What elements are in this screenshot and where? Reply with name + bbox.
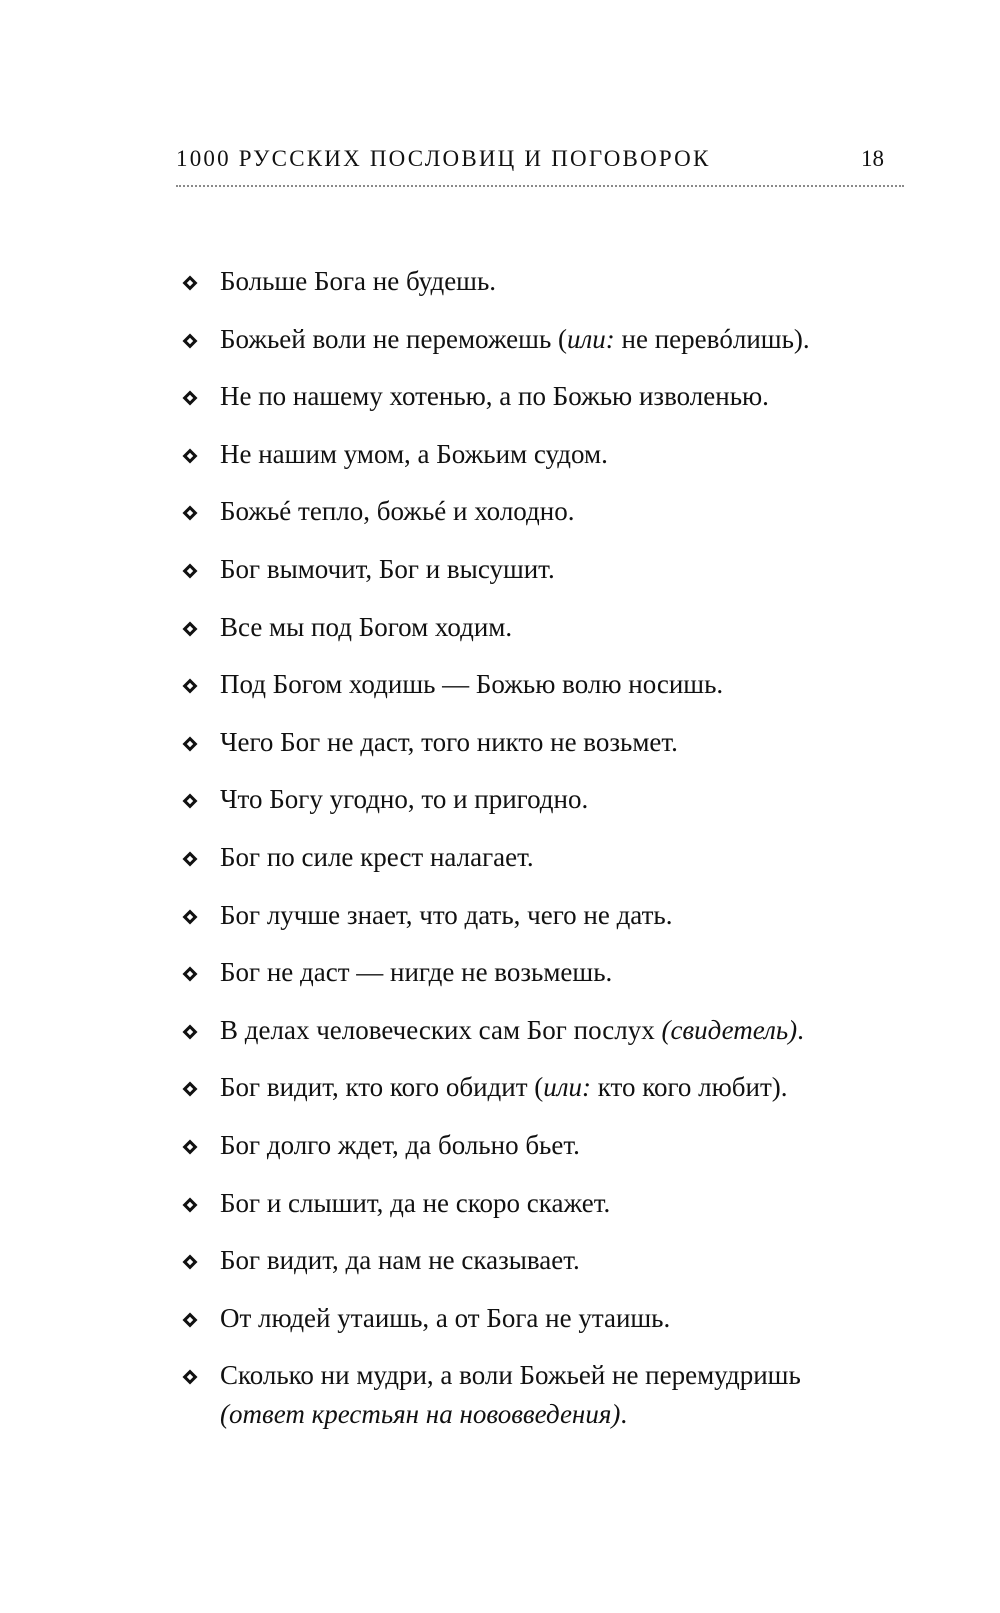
proverb-text: Бог лучше знает, что дать, чего не дать. [220, 899, 673, 930]
diamond-bullet-icon [182, 1139, 198, 1155]
page-number: 18 [861, 146, 884, 171]
diamond-bullet-icon [182, 909, 198, 925]
proverb-text: Бог не даст — нигде не возьмешь. [220, 957, 613, 988]
proverb-text-part: . [797, 1014, 804, 1045]
diamond-bullet-icon [182, 1369, 198, 1385]
proverb-text-part: В делах человеческих сам Бог послух [220, 1014, 662, 1045]
proverb-list [178, 262, 938, 1434]
proverb-item [178, 492, 938, 550]
proverb-item [178, 1126, 938, 1184]
proverb-text-part: Бог видит, кто кого обидит ( [220, 1072, 544, 1103]
diamond-bullet-icon [182, 505, 198, 521]
proverb-item [178, 550, 938, 608]
proverb-text-part: Божьей воли не переможешь ( [220, 323, 568, 354]
diamond-bullet-icon [182, 793, 198, 809]
proverb-item [178, 320, 938, 378]
proverb-item [178, 435, 938, 493]
proverb-item [178, 262, 938, 320]
diamond-bullet-icon [182, 966, 198, 982]
proverb-note-punctuation: . [620, 1399, 628, 1430]
proverb-gloss: (свидетель) [661, 1014, 798, 1045]
proverb-item [178, 1184, 938, 1242]
proverb-text: Бог видит, да нам не сказывает. [220, 1245, 580, 1276]
proverb-variant-marker: или: [567, 323, 615, 354]
header-dotted-rule [176, 185, 904, 187]
proverb-text: Божьé тепло, божьé и холодно. [220, 496, 575, 527]
proverb-text [220, 1015, 804, 1045]
proverb-item [178, 1068, 938, 1126]
proverb-note: (ответ крестьян на нововведения) [220, 1399, 621, 1430]
diamond-bullet-icon [182, 1254, 198, 1270]
proverb-text: Что Богу угодно, то и пригодно. [220, 784, 589, 815]
proverb-item [178, 1011, 938, 1069]
diamond-bullet-icon [182, 448, 198, 464]
proverb-text-part: кто кого любит). [591, 1072, 788, 1103]
proverb-text: Не нашим умом, а Божьим судом. [220, 438, 608, 469]
proverb-text: Под Богом ходишь — Божью волю носишь. [220, 669, 724, 700]
diamond-bullet-icon [182, 736, 198, 752]
proverb-item [178, 838, 938, 896]
proverb-text: Бог вымочит, Бог и высушит. [220, 553, 555, 584]
diamond-bullet-icon [182, 333, 198, 349]
proverb-text-part: не перевóлишь). [614, 323, 810, 354]
proverb-item [178, 1356, 938, 1434]
proverb-text [220, 1072, 788, 1102]
proverb-item [178, 896, 938, 954]
proverb-text [220, 324, 810, 354]
proverb-text: Бог долго ждет, да больно бьет. [220, 1129, 580, 1160]
proverb-text: Бог по силе крест налагает. [220, 841, 534, 872]
proverb-variant-marker: или: [543, 1072, 592, 1103]
diamond-bullet-icon [182, 390, 198, 406]
diamond-bullet-icon [182, 851, 198, 867]
diamond-bullet-icon [182, 1081, 198, 1097]
running-header [176, 146, 904, 176]
proverb-text: От людей утаишь, а от Бога не утаишь. [220, 1302, 671, 1333]
proverb-item [178, 377, 938, 435]
proverb-item [178, 1299, 938, 1357]
proverb-item [178, 608, 938, 666]
diamond-bullet-icon [182, 1197, 198, 1213]
diamond-bullet-icon [182, 1312, 198, 1328]
proverb-text: Чего Бог не даст, того никто не возьмет. [220, 726, 678, 757]
proverb-item [178, 780, 938, 838]
diamond-bullet-icon [182, 275, 198, 291]
proverb-item [178, 665, 938, 723]
proverb-text: Все мы под Богом ходим. [220, 611, 513, 642]
proverb-text: Больше Бога не будешь. [220, 266, 497, 296]
diamond-bullet-icon [182, 621, 198, 637]
diamond-bullet-icon [182, 1024, 198, 1040]
running-title: 1000 РУССКИХ ПОСЛОВИЦ И ПОГОВОРОК [176, 146, 711, 171]
proverb-text: Сколько ни мудри, а воли Божьей не перемудришь [220, 1360, 801, 1391]
proverb-item [178, 723, 938, 781]
proverb-text: Не по нашему хотенью, а по Божью изволенью. [220, 381, 769, 412]
diamond-bullet-icon [182, 678, 198, 694]
diamond-bullet-icon [182, 563, 198, 579]
proverb-text: Бог и слышит, да не скоро скажет. [220, 1187, 611, 1218]
proverb-item [178, 1241, 938, 1299]
proverb-item [178, 953, 938, 1011]
